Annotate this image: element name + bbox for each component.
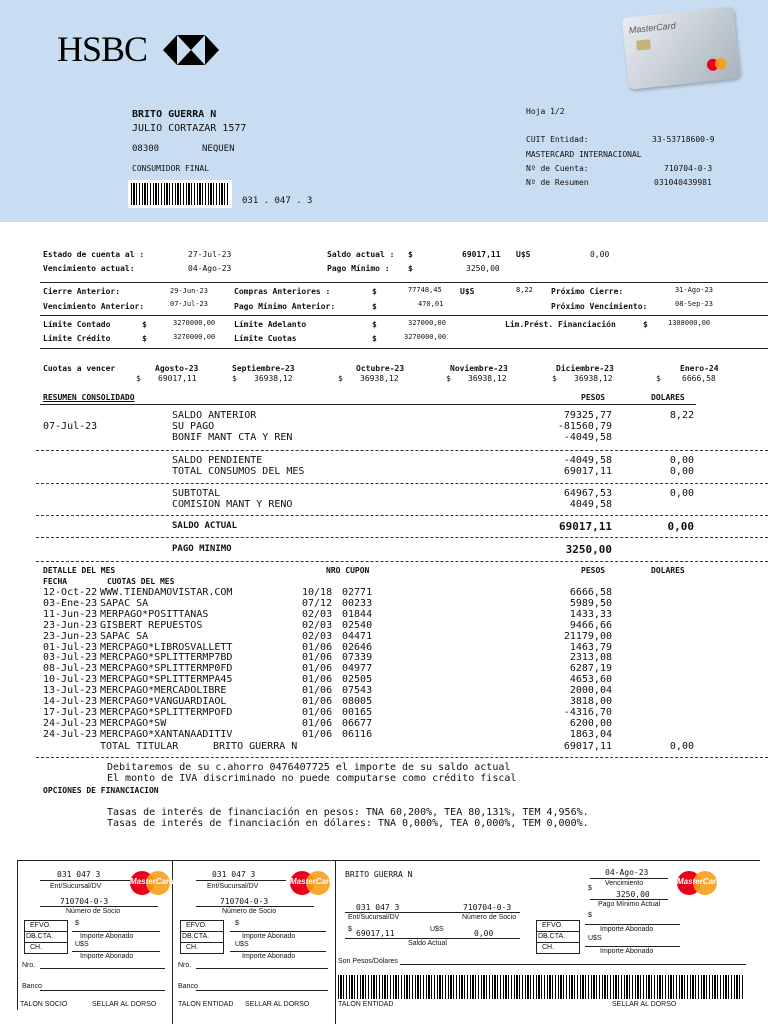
line-label: SUBTOTAL: [172, 488, 221, 499]
resumen-title: RESUMEN CONSOLIDADO: [43, 393, 135, 402]
underline: [400, 964, 746, 965]
cuota-month: Septiembre-23: [232, 364, 295, 373]
detalle-row-date: 23-Jun-23: [43, 619, 98, 631]
detalle-row-date: 17-Jul-23: [43, 706, 98, 718]
stub-ent-label: Ent/Sucursal/DV: [50, 883, 102, 890]
detalle-row-cupon: 02646: [342, 641, 373, 653]
divider: [180, 931, 223, 932]
stub-venc-date: 04-Ago-23: [605, 868, 649, 877]
proximo-cierre-label: Próximo Cierre:: [551, 287, 624, 296]
cuota-value: 69017,11: [158, 374, 197, 383]
importe-label: Importe Abonado: [242, 933, 296, 940]
stub-usd: U$S: [235, 941, 249, 948]
estado-value: 27-Jul-23: [188, 250, 232, 259]
pago-minimo-pesos: 3250,00: [565, 543, 612, 556]
address-barcode: [131, 183, 229, 205]
postal-code: 08300: [132, 144, 160, 154]
divider: [536, 942, 579, 943]
stub-code: 031 047 3: [57, 870, 101, 879]
detalle-row-date: 08-Jul-23: [43, 663, 98, 675]
underline: [590, 878, 668, 879]
detalle-row-amount: 4653,60: [569, 674, 612, 686]
limite-cuotas-currency: $: [372, 334, 377, 343]
customer-name: BRITO GUERRA N: [132, 109, 217, 120]
cuota-month: Agosto-23: [155, 364, 199, 373]
stub-socio: 710704-0-3: [220, 897, 269, 906]
stub-pago-min: 3250,00: [616, 890, 650, 899]
detalle-row-cupon: 02771: [342, 587, 373, 598]
total-titular-pesos: 69017,11: [563, 741, 612, 752]
line-label: BONIF MANT CTA Y REN: [172, 432, 293, 443]
line-label: SU PAGO: [172, 421, 215, 432]
cuota-value: 36938,12: [254, 374, 293, 383]
cuota-currency: $: [446, 374, 451, 383]
nro-label: Nro.: [178, 962, 192, 969]
importe-label: Importe Abonado: [600, 926, 654, 933]
importe-label: Importe Abonado: [80, 953, 134, 960]
banco-label: Banco: [22, 983, 42, 990]
dashed-divider: [36, 450, 768, 451]
debit-note: Debitaremos de su c.ahorro 0476407725 el importe de su saldo actual: [107, 762, 511, 773]
detalle-row-amount: 6666,58: [569, 587, 612, 598]
cuit-value: 33-53718600-9: [652, 135, 715, 144]
detalle-row-date: 03-Ene-23: [43, 597, 98, 609]
divider: [536, 931, 579, 932]
detalle-row-amount: 3818,00: [569, 696, 612, 707]
limite-adelanto-value: 327000,00: [408, 319, 446, 327]
stub-usd: U$S: [430, 926, 444, 933]
detalle-row-amount: 6287,19: [569, 663, 612, 675]
total-titular-label: TOTAL TITULAR: [100, 741, 179, 752]
account-label: Nº de Cuenta:: [526, 164, 589, 173]
detalle-row-desc: GISBERT REPUESTOS: [100, 619, 203, 631]
line-pesos: 4049,58: [569, 499, 612, 510]
detalle-row-date: 14-Jul-23: [43, 696, 98, 707]
limite-prestamo-currency: $: [643, 320, 648, 329]
pago-minimo-label: Pago Mínimo :: [327, 264, 390, 273]
detalle-row-amount: 2313,08: [569, 652, 612, 664]
detalle-row-amount: 9466,66: [569, 619, 612, 631]
cuota-value: 36938,12: [574, 374, 613, 383]
detalle-row-cuota: 01/06: [302, 696, 333, 707]
compras-value: 77748,45: [408, 286, 442, 294]
importe-label: Importe Abonado: [80, 933, 134, 940]
detalle-row-cupon: 01844: [342, 608, 373, 620]
stub-socio-label: Número de Socio: [66, 908, 121, 915]
mastercard-card-image: MasterCard: [622, 6, 741, 89]
hsbc-hexagon-icon: [163, 35, 219, 65]
customer-category: CONSUMIDOR FINAL: [132, 164, 210, 173]
cuota-currency: $: [338, 374, 343, 383]
line-label: SALDO PENDIENTE: [172, 455, 263, 466]
cuit-label: CUIT Entidad:: [526, 135, 589, 144]
entity-name: MASTERCARD INTERNACIONAL: [526, 150, 642, 159]
pago-minimo-label: PAGO MINIMO: [172, 544, 232, 554]
detalle-row-date: 24-Jul-23: [43, 717, 98, 729]
detalle-row-cuota: 01/06: [302, 728, 333, 740]
venc-anterior-value: 07-Jul-23: [170, 300, 208, 308]
detalle-row-date: 11-Jun-23: [43, 608, 98, 620]
dolares-header: DOLARES: [651, 393, 685, 402]
stub-ent-label: Ent/Sucursal/DV: [348, 914, 400, 921]
detalle-row-desc: MERCPAGO*SPLITTERMP0FD: [100, 663, 233, 675]
compras-usd-label: U$S: [460, 287, 475, 296]
detalle-row-desc: SAPAC SA: [100, 597, 149, 609]
stub-pago-min-label: Pago Mínimo Actual: [598, 901, 661, 908]
cuota-currency: $: [552, 374, 557, 383]
cuotas-label: Cuotas a vencer: [43, 364, 116, 373]
city: NEQUEN: [202, 144, 235, 154]
bank-logo-text: HSBC: [57, 29, 148, 69]
detalle-row-desc: WWW.TIENDAMOVISTAR.COM: [100, 587, 233, 598]
stub-ent-label: Ent/Sucursal/DV: [207, 883, 259, 890]
detalle-row-cupon: 04977: [342, 663, 373, 675]
total-titular-name: BRITO GUERRA N: [213, 741, 298, 752]
ch-label: CH.: [30, 944, 43, 951]
stub-usd: U$S: [588, 935, 602, 942]
dashed-divider: [36, 561, 768, 562]
pago-min-anterior-currency: $: [372, 302, 377, 311]
detalle-row-cupon: 07339: [342, 652, 373, 664]
limite-contado-value: 3270000,00: [173, 319, 216, 327]
compras-usd-value: 8,22: [516, 286, 533, 294]
cuota-value: 36938,12: [360, 374, 399, 383]
detalle-row-desc: MERPAGO*POSITTANAS: [100, 608, 209, 620]
mastercard-logo-icon: MasterCard: [677, 870, 717, 896]
limite-adelanto-currency: $: [372, 320, 377, 329]
cierre-anterior-label: Cierre Anterior:: [43, 287, 121, 296]
stub-currency: $: [588, 912, 592, 919]
stub-saldo-usd: 0,00: [474, 929, 494, 938]
stub-currency: $: [235, 920, 239, 927]
cuota-month: Enero-24: [680, 364, 719, 373]
cuota-currency: $: [136, 374, 141, 383]
detalle-row-cuota: 01/06: [302, 663, 333, 675]
vencimiento-label: Vencimiento actual:: [43, 264, 135, 273]
underline: [345, 912, 520, 913]
venc-anterior-label: Vencimiento Anterior:: [43, 302, 145, 311]
underline: [40, 880, 130, 881]
compras-currency: $: [372, 287, 377, 296]
tasas-pesos: Tasas de interés de financiación en pesos: TNA 60,200%, TEA 80,131%, TEM 4,956%.: [107, 807, 589, 818]
detalle-row-cuota: 01/06: [302, 685, 333, 697]
detalle-row-desc: MERCPAGO*VANGUARDIAOL: [100, 696, 227, 707]
talon-socio-label: TALON SOCIO: [20, 1001, 68, 1008]
stub-venc-label: Vencimiento: [605, 880, 644, 887]
cuota-value: 36938,12: [468, 374, 507, 383]
proximo-cierre-value: 31-Ago-23: [675, 286, 713, 294]
saldo-label: Saldo actual :: [327, 250, 395, 259]
cuota-month: Octubre-23: [356, 364, 405, 373]
detalle-row-date: 10-Jul-23: [43, 674, 98, 686]
efvo-label: EFVO.: [186, 922, 208, 929]
limite-cuotas-label: Límite Cuotas: [234, 334, 297, 343]
stub-code: 031 047 3: [356, 903, 400, 912]
efvo-label: EFVO.: [30, 922, 52, 929]
detalle-row-cupon: 00233: [342, 597, 373, 609]
statement-header: [0, 0, 768, 222]
estado-label: Estado de cuenta al :: [43, 250, 145, 259]
underline: [196, 990, 328, 991]
stub-top-line: [17, 860, 760, 861]
detalle-row-date: 24-Jul-23: [43, 728, 98, 740]
proximo-venc-value: 08-Sep-23: [675, 300, 713, 308]
page-number: Hoja 1/2: [526, 107, 565, 116]
stub-usd: U$S: [75, 941, 89, 948]
divider: [40, 404, 696, 405]
stub-socio: 710704-0-3: [463, 903, 512, 912]
nro-label: Nro.: [22, 962, 36, 969]
stub-code: 031 047 3: [212, 870, 256, 879]
detalle-row-cuota: 02/03: [302, 619, 333, 631]
talon-entidad-label: TALON ENTIDAD: [338, 1001, 394, 1008]
detalle-row-date: 23-Jun-23: [43, 630, 98, 642]
detalle-row-cupon: 02505: [342, 674, 373, 686]
underline: [585, 946, 680, 947]
saldo-actual-pesos: 69017,11: [559, 520, 612, 533]
address-barcode-area: [128, 180, 232, 208]
saldo-actual-label: SALDO ACTUAL: [172, 521, 238, 531]
detalle-row-amount: 1863,04: [569, 728, 612, 740]
underline: [230, 951, 326, 952]
ch-label: CH.: [186, 944, 199, 951]
divider: [40, 282, 768, 283]
underline: [230, 931, 326, 932]
detalle-row-amount: 6200,00: [569, 717, 612, 729]
line-label: COMISION MANT Y RENO: [172, 499, 293, 510]
customer-address: JULIO CORTAZAR 1577: [132, 123, 247, 134]
detalle-row-amount: 5989,50: [569, 597, 612, 609]
detalle-row-amount: 1463,79: [569, 641, 612, 653]
detalle-row-cupon: 04471: [342, 630, 373, 642]
limite-adelanto-label: Límite Adelanto: [234, 320, 307, 329]
detalle-row-cuota: 01/06: [302, 652, 333, 664]
detalle-row-amount: -4316,70: [563, 706, 612, 718]
cierre-anterior-value: 29-Jun-23: [170, 287, 208, 295]
limite-prestamo-value: 1308000,00: [668, 319, 711, 327]
cuota-month: Diciembre-23: [556, 364, 614, 373]
detalle-row-cuota: 10/18: [302, 587, 333, 598]
dashed-divider: [36, 483, 768, 484]
pago-minimo-currency: $: [408, 264, 413, 273]
limite-prestamo-label: Lim.Prést. Financiación: [505, 320, 616, 329]
opciones-financiacion: OPCIONES DE FINANCIACION: [43, 786, 159, 795]
stub-currency: $: [348, 926, 352, 933]
underline: [72, 931, 160, 932]
detalle-row-amount: 2000,04: [569, 685, 612, 697]
divider: [180, 942, 223, 943]
line-dolares: 0,00: [669, 488, 694, 499]
dbcta-label: DB.CTA.: [538, 933, 566, 940]
underline: [345, 938, 520, 939]
line-dolares: 0,00: [669, 455, 694, 466]
limite-credito-label: Límite Crédito: [43, 334, 111, 343]
dashed-divider: [36, 515, 768, 516]
dashed-divider: [36, 537, 768, 538]
detalle-row-cuota: 02/03: [302, 630, 333, 642]
total-titular-dolares: 0,00: [669, 741, 694, 752]
cuota-month: Noviembre-23: [450, 364, 508, 373]
tasas-dolares: Tasas de interés de financiación en dólares: TNA 0,000%, TEA 0,000%, TEM 0,000%.: [107, 818, 589, 829]
detalle-row-cuota: 01/06: [302, 641, 333, 653]
detalle-row-desc: MERCPAGO*XANTANAADITIV: [100, 728, 233, 740]
stub-currency: $: [588, 885, 592, 892]
line-label: SALDO ANTERIOR: [172, 410, 257, 421]
vencimiento-value: 04-Ago-23: [188, 264, 232, 273]
detalle-row-date: 13-Jul-23: [43, 685, 98, 697]
line-label: TOTAL CONSUMOS DEL MES: [172, 466, 305, 477]
limite-credito-currency: $: [142, 334, 147, 343]
sellar-label: SELLAR AL DORSO: [92, 1001, 157, 1008]
stub-currency: $: [75, 920, 79, 927]
detalle-row-amount: 21179,00: [563, 630, 612, 642]
account-value: 710704-0-3: [664, 164, 713, 173]
line-pesos: 69017,11: [563, 466, 612, 477]
summary-value: 031040439981: [654, 178, 712, 187]
line-pesos: -4049,58: [563, 455, 612, 466]
talon-entidad-label: TALON ENTIDAD: [178, 1001, 234, 1008]
detalle-row-desc: SAPAC SA: [100, 630, 149, 642]
cuotas-header: CUOTAS DEL MES: [107, 577, 175, 586]
line-pesos: 64967,53: [563, 488, 612, 499]
pago-minimo-value: 3250,00: [466, 264, 500, 273]
detalle-row-cupon: 00165: [342, 706, 373, 718]
iva-note: El monto de IVA discriminado no puede computarse como crédito fiscal: [107, 773, 517, 784]
underline: [590, 899, 668, 900]
mastercard-logo-icon: MasterCard: [130, 870, 170, 896]
detalle-row-desc: MERCPAGO*MERCADOLIBRE: [100, 685, 227, 697]
underline: [40, 906, 158, 907]
cuota-currency: $: [656, 374, 661, 383]
branch-code: 031 . 047 . 3: [242, 196, 313, 206]
proximo-venc-label: Próximo Vencimiento:: [551, 302, 648, 311]
line-pesos: 79325,77: [563, 410, 612, 421]
divider: [24, 942, 67, 943]
divider: [24, 931, 67, 932]
detalle-row-cupon: 06677: [342, 717, 373, 729]
importe-label: Importe Abonado: [242, 953, 296, 960]
saldo-currency: $: [408, 250, 413, 259]
stub-divider: [335, 860, 336, 1024]
detalle-row-cuota: 01/06: [302, 717, 333, 729]
underline: [196, 880, 286, 881]
pesos-header: PESOS: [581, 393, 606, 402]
underline: [72, 951, 160, 952]
detalle-row-cupon: 02540: [342, 619, 373, 631]
son-pesos-label: Son Pesos/Dólares: [338, 958, 398, 965]
dashed-divider: [36, 757, 768, 758]
detalle-row-date: 03-Jul-23: [43, 652, 98, 664]
limite-contado-currency: $: [142, 320, 147, 329]
detalle-row-cupon: 07543: [342, 685, 373, 697]
detalle-row-cuota: 01/06: [302, 674, 333, 686]
limite-contado-label: Límite Contado: [43, 320, 111, 329]
saldo-value: 69017,11: [462, 250, 501, 259]
detalle-row-cuota: 02/03: [302, 608, 333, 620]
limite-credito-value: 3270000,00: [173, 333, 216, 341]
saldo-usd-value: 0,00: [590, 250, 610, 259]
saldo-actual-dolares: 0,00: [667, 520, 694, 533]
stub-saldo: 69017,11: [356, 929, 395, 938]
fecha-header: FECHA: [43, 577, 68, 586]
detalle-row-desc: MERCPAGO*SW: [100, 717, 167, 729]
banco-label: Banco: [178, 983, 198, 990]
efvo-label: EFVO.: [542, 922, 564, 929]
underline: [40, 990, 165, 991]
line-dolares: 0,00: [669, 466, 694, 477]
underline: [196, 968, 328, 969]
detalle-row-cuota: 07/12: [302, 597, 333, 609]
divider: [40, 348, 768, 349]
stub-socio: 710704-0-3: [60, 897, 109, 906]
line-dolares: 8,22: [669, 410, 694, 421]
dolares-header: DOLARES: [651, 566, 685, 575]
underline: [585, 924, 680, 925]
dbcta-label: DB.CTA.: [182, 933, 210, 940]
importe-label: Importe Abonado: [600, 948, 654, 955]
summary-label: Nº de Resumen: [526, 178, 589, 187]
stub-divider: [17, 860, 18, 1010]
detalle-row-date: 12-Oct-22: [43, 587, 98, 598]
payment-barcode: [338, 975, 744, 999]
detalle-row-cupon: 06116: [342, 728, 373, 740]
detalle-row-desc: MERCPAGO*SPLITTERMPA45: [100, 674, 233, 686]
line-pesos: -4049,58: [563, 432, 612, 443]
detalle-row-cuota: 01/06: [302, 706, 333, 718]
stub-socio-label: Número de Socio: [462, 914, 517, 921]
pago-min-anterior-label: Pago Mínimo Anterior:: [234, 302, 336, 311]
limite-cuotas-value: 3270000,00: [404, 333, 447, 341]
sellar-label: SELLAR AL DORSO: [612, 1001, 677, 1008]
nro-cupon-header: NRO CUPON: [326, 566, 370, 575]
stub-customer-name: BRITO GUERRA N: [345, 870, 413, 879]
resumen-date: 07-Jul-23: [43, 421, 98, 432]
pesos-header: PESOS: [581, 566, 606, 575]
detalle-title: DETALLE DEL MES: [43, 566, 116, 575]
underline: [40, 968, 165, 969]
detalle-row-amount: 1433,33: [569, 608, 612, 620]
mastercard-logo-icon: MasterCard: [290, 870, 330, 896]
detalle-row-date: 01-Jul-23: [43, 641, 98, 653]
cuota-value: 6666,58: [682, 374, 716, 383]
divider: [40, 315, 768, 316]
line-pesos: -81560,79: [557, 421, 612, 432]
compras-label: Compras Anteriores :: [234, 287, 331, 296]
cuota-currency: $: [232, 374, 237, 383]
stub-socio-label: Número de Socio: [222, 908, 277, 915]
ch-label: CH.: [542, 944, 555, 951]
underline: [196, 906, 314, 907]
detalle-row-cupon: 08005: [342, 696, 373, 707]
pago-min-anterior-value: 470,01: [418, 300, 444, 308]
detalle-row-desc: MERCPAGO*SPLITTERMP7BD: [100, 652, 233, 664]
sellar-label: SELLAR AL DORSO: [245, 1001, 310, 1008]
dbcta-label: DB.CTA.: [26, 933, 54, 940]
saldo-usd-label: U$S: [516, 250, 531, 259]
detalle-row-desc: MERCPAGO*LIBROSVALLETT: [100, 641, 233, 653]
stub-saldo-label: Saldo Actual: [408, 940, 447, 947]
detalle-row-desc: MERCPAGO*SPLITTERMPOFD: [100, 706, 233, 718]
